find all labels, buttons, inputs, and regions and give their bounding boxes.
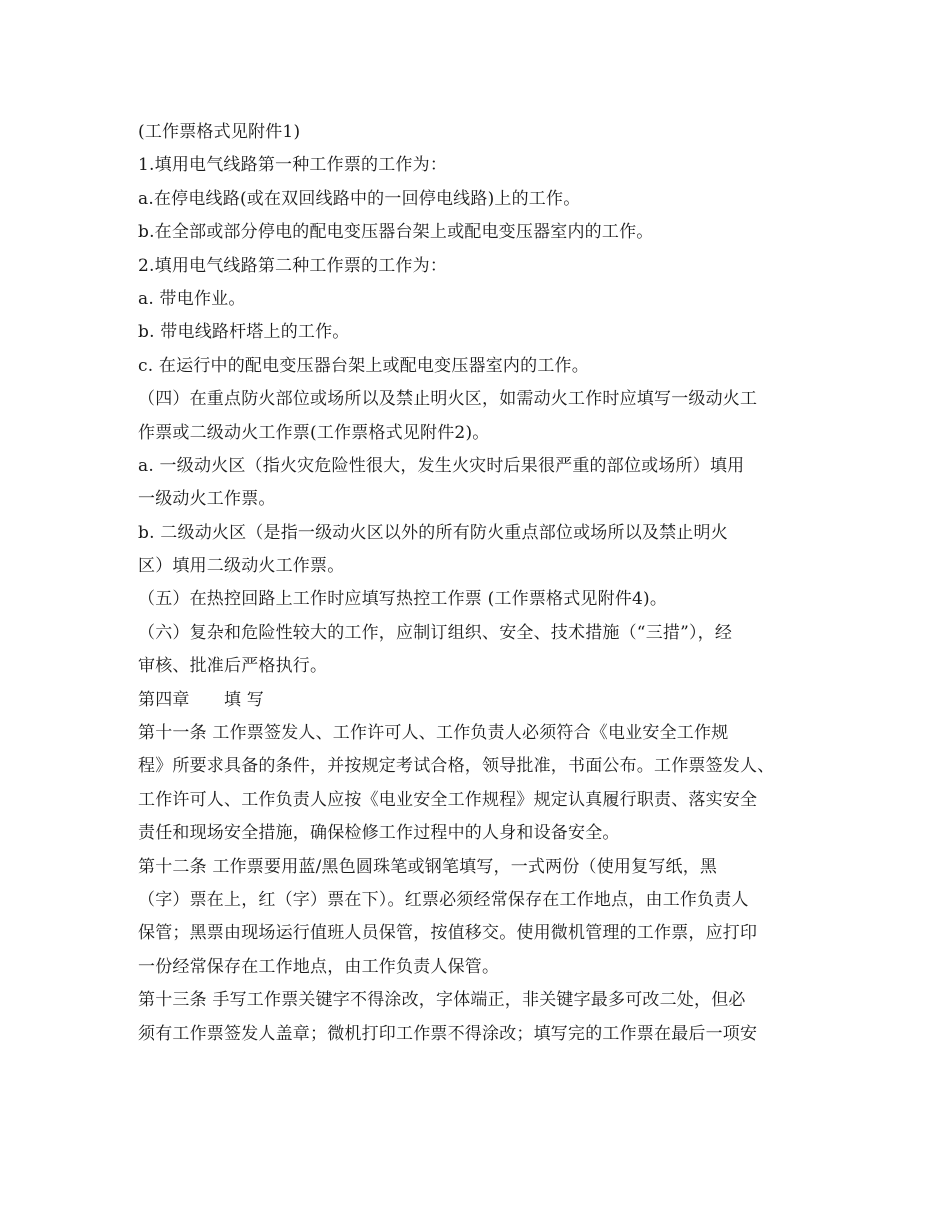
text-line: 责任和现场安全措施，确保检修工作过程中的人身和设备安全。 xyxy=(138,823,620,844)
text-line: a. 带电作业。 xyxy=(138,288,246,309)
text-line: 一份经常保存在工作地点，由工作负责人保管。 xyxy=(138,956,500,977)
text-line: 1.填用电气线路第一种工作票的工作为： xyxy=(138,155,448,176)
text-line: a.在停电线路(或在双回线路中的一回停电线路)上的工作。 xyxy=(138,188,581,209)
chapter-heading: 第四章 填 写 xyxy=(138,689,265,710)
document-body xyxy=(138,116,828,1051)
text-line: 区）填用二级动火工作票。 xyxy=(138,556,345,577)
text-line: （五）在热控回路上工作时应填写热控工作票 (工作票格式见附件4)。 xyxy=(138,589,668,610)
text-line: 须有工作票签发人盖章；微机打印工作票不得涂改；填写完的工作票在最后一项安 xyxy=(138,1023,758,1044)
text-line: （四）在重点防火部位或场所以及禁止明火区，如需动火工作时应填写一级动火工 xyxy=(138,389,758,410)
text-line: 作票或二级动火工作票(工作票格式见附件2)。 xyxy=(138,422,490,443)
text-line: a. 一级动火区（指火灾危险性很大，发生火灾时后果很严重的部位或场所）填用 xyxy=(138,455,745,476)
text-line: 2.填用电气线路第二种工作票的工作为： xyxy=(138,255,448,276)
text-line: c. 在运行中的配电变压器台架上或配电变压器室内的工作。 xyxy=(138,355,589,376)
text-line: 保管；黑票由现场运行值班人员保管，按值移交。使用微机管理的工作票，应打印 xyxy=(138,923,758,944)
text-line: b. 带电线路杆塔上的工作。 xyxy=(138,322,350,343)
text-line: 一级动火工作票。 xyxy=(138,489,276,510)
text-line: （六）复杂和危险性较大的工作，应制订组织、安全、技术措施（“三措”），经 xyxy=(138,622,733,643)
text-line: 第十三条 手写工作票关键字不得涂改，字体端正，非关键字最多可改二处，但必 xyxy=(138,990,746,1011)
text-line: b. 二级动火区（是指一级动火区以外的所有防火重点部位或场所以及禁止明火 xyxy=(138,522,728,543)
text-line: 审核、批准后严格执行。 xyxy=(138,656,328,677)
text-line: (工作票格式见附件1) xyxy=(138,122,301,142)
text-line: 程》所要求具备的条件，并按规定考试合格，领导批准，书面公布。工作票签发人、 xyxy=(138,756,775,777)
text-line: 第十二条 工作票要用蓝/黑色圆珠笔或钢笔填写，一式两份（使用复写纸，黑 xyxy=(138,856,718,877)
text-line: （字）票在上，红（字）票在下）。红票必须经常保存在工作地点，由工作负责人 xyxy=(138,889,749,910)
text-line: 工作许可人、工作负责人应按《电业安全工作规程》规定认真履行职责、落实安全 xyxy=(138,789,758,810)
text-line: 第十一条 工作票签发人、工作许可人、工作负责人必须符合《电业安全工作规 xyxy=(138,723,729,744)
text-line: b.在全部或部分停电的配电变压器台架上或配电变压器室内的工作。 xyxy=(138,222,654,243)
